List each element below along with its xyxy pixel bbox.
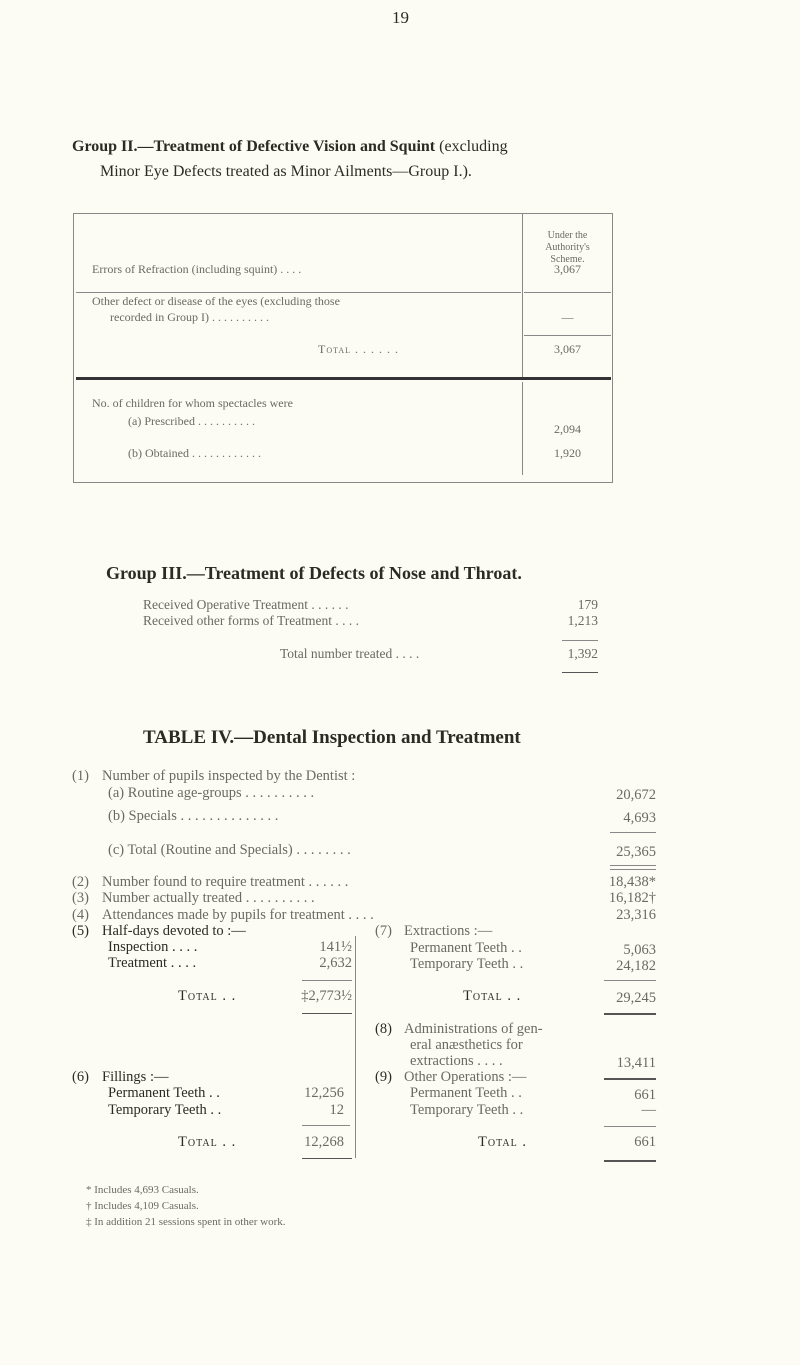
column-header [523,230,612,266]
item-label: Total . . [463,988,522,1004]
item-label: (c) Total (Routine and Specials) . . . . . . . . [108,842,351,858]
item-number: (8) [375,1021,392,1037]
group3-row-value: 179 [577,597,598,612]
item-label: Temporary Teeth . . [410,956,524,972]
group3-row-label: Received Operative Treatment . . . . . . [143,597,349,612]
row-value: 3,067 [554,262,581,276]
item-number: (5) [72,923,89,939]
item-value: 12,256 [304,1085,344,1101]
item-number: (3) [72,890,89,906]
item-label: extractions . . . . [410,1053,503,1069]
item-label: Number found to require treatment . . . . . . [102,874,349,890]
item-number: (7) [375,923,392,939]
item-label: Permanent Teeth . . [108,1085,220,1101]
group2-title-rest: (excluding [435,138,508,155]
group3-total-label: Total number treated . . . . [280,646,420,661]
total-label: Total . . . . . . [318,342,400,356]
item-label: Extractions :— [404,923,493,939]
header-line: Scheme. [550,254,585,265]
footnote: * Includes 4,693 Casuals. [86,1184,199,1196]
footnote: ‡ In addition 21 sessions spent in other work. [86,1216,286,1228]
item-label: Total . . [178,988,237,1004]
item-label: Inspection . . . . [108,939,198,955]
item-value: 661 [634,1087,656,1103]
spectacles-label: No. of children for whom spectacles were [92,396,293,410]
item-number: (6) [72,1069,89,1085]
page-number: 19 [392,8,409,27]
group2-title [72,138,508,156]
item-label: (a) Routine age-groups . . . . . . . . . . [108,785,315,801]
item-label: Total . . [178,1134,237,1150]
item-label: eral anæsthetics for [410,1037,523,1053]
item-label: Administrations of gen- [404,1021,543,1037]
item-value: 141½ [319,939,352,955]
prescribed-value: 2,094 [554,422,581,436]
item-label: Permanent Teeth . . [410,1085,522,1101]
item-value: ‡2,773½ [301,988,352,1004]
group3-total-value: 1,392 [567,646,598,661]
row-value: — [561,310,574,324]
item-label: Permanent Teeth . . [410,940,522,956]
item-number: (2) [72,874,89,890]
table4-title: TABLE IV.—Dental Inspection and Treatment [143,727,521,748]
item-label: Fillings :— [102,1069,169,1085]
group3-row-value: 1,213 [567,613,598,628]
group3-title: Group III.—Treatment of Defects of Nose and Throat. [106,563,522,583]
item-value: 25,365 [616,844,656,860]
item-label: Other Operations :— [404,1069,527,1085]
footnote: † Includes 4,109 Casuals. [86,1200,199,1212]
item-value: 23,316 [616,907,656,923]
item-value: 661 [634,1134,656,1150]
obtained-value: 1,920 [554,446,581,460]
row-label: recorded in Group I) . . . . . . . . . . [110,310,269,324]
item-value: — [641,1102,656,1118]
item-value: 29,245 [616,990,656,1006]
item-label: Total . [478,1134,527,1150]
item-value: 12,268 [304,1134,344,1150]
item-label: Temporary Teeth . . [108,1102,222,1118]
item-value: 4,693 [623,810,656,826]
item-value: 13,411 [616,1055,656,1071]
item-label: Number of pupils inspected by the Dentist : [102,768,356,784]
item-number: (1) [72,768,89,784]
item-label: Half-days devoted to :— [102,923,246,939]
item-value: 20,672 [616,787,656,803]
row-label: Errors of Refraction (including squint) . . . . [92,262,302,276]
total-value: 3,067 [554,342,581,356]
item-value: 12 [329,1102,344,1118]
item-label: Temporary Teeth . . [410,1102,524,1118]
item-value: 24,182 [616,958,656,974]
item-value: 18,438* [608,874,656,890]
group3-row-label: Received other forms of Treatment . . . . [143,613,359,628]
item-value: 5,063 [623,942,656,958]
item-label: (b) Specials . . . . . . . . . . . . . . [108,808,279,824]
row-label: Other defect or disease of the eyes (excluding those [92,294,340,308]
item-label: Treatment . . . . [108,955,197,971]
obtained-label: (b) Obtained . . . . . . . . . . . . [128,446,261,460]
item-number: (4) [72,907,89,923]
item-label: Attendances made by pupils for treatment . . . . [102,907,374,923]
item-label: Number actually treated . . . . . . . . . . [102,890,315,906]
item-number: (9) [375,1069,392,1085]
item-value: 2,632 [319,955,352,971]
item-value: 16,182† [608,890,656,906]
group2-title-bold: Group II.—Treatment of Defective Vision and Squint [72,138,436,155]
group2-title-line2: Minor Eye Defects treated as Minor Ailments—Group I.). [100,163,472,180]
header-line: Under the [547,230,588,241]
prescribed-label: (a) Prescribed . . . . . . . . . . [128,414,255,428]
header-line: Authority's [545,242,590,253]
